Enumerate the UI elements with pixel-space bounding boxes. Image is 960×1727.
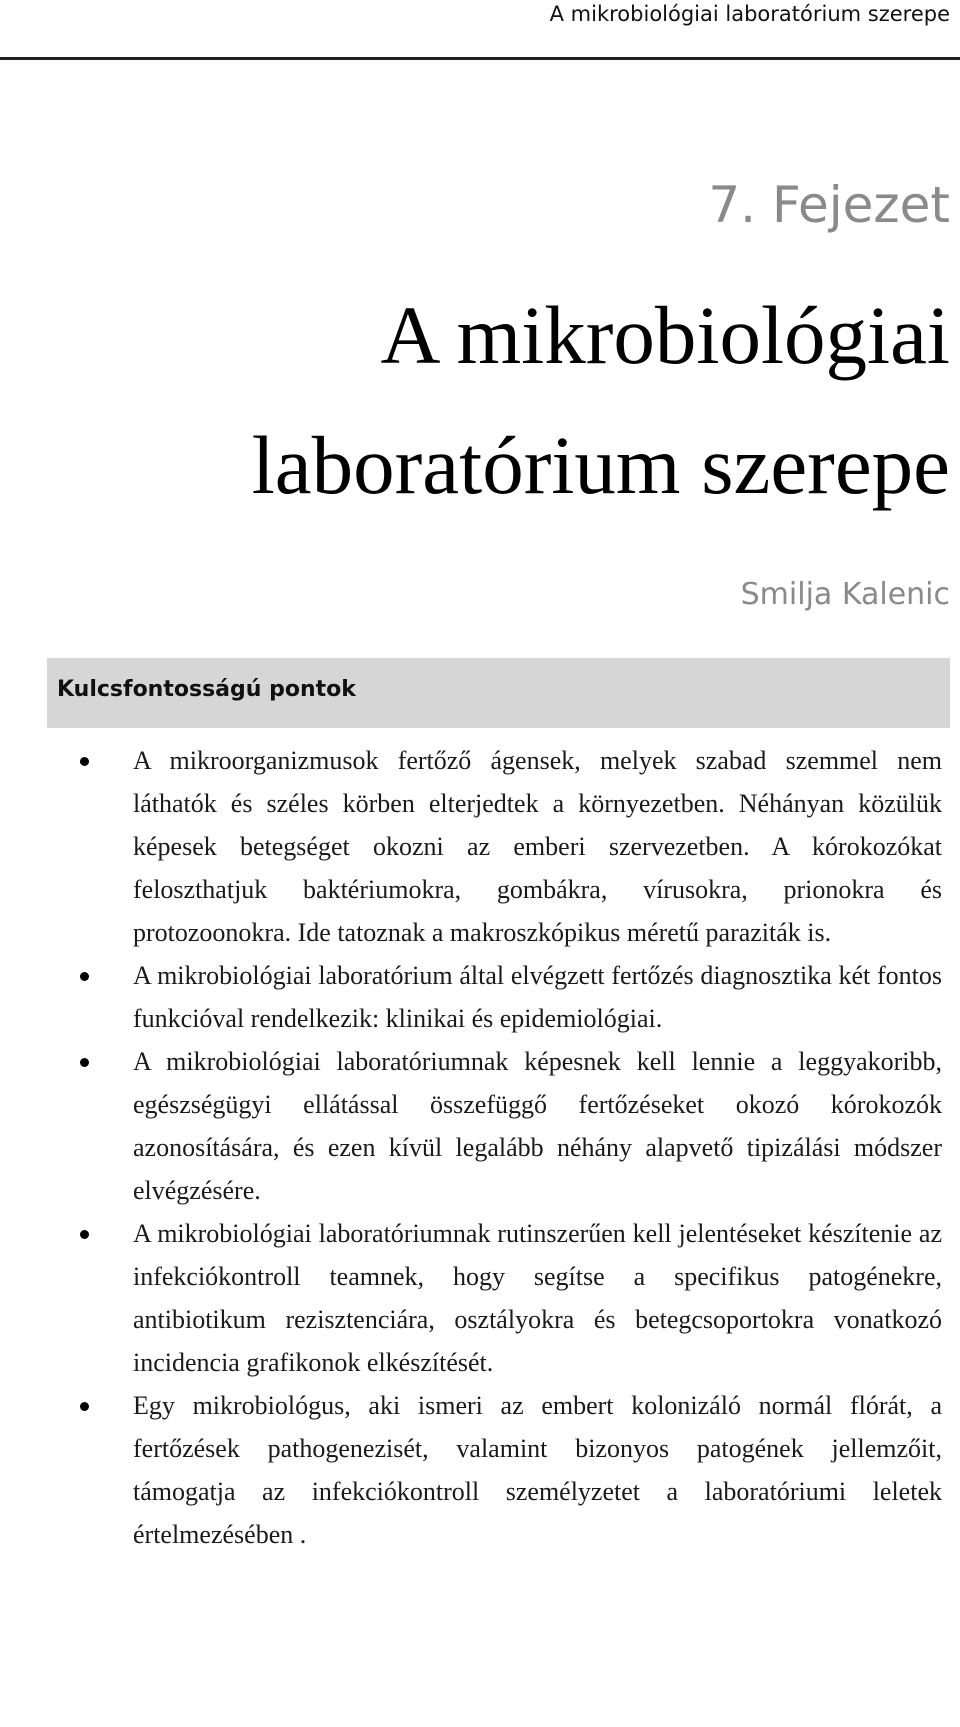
key-point-text: A mikrobiológiai laboratórium által elvégzett fertőzés diagnosztika két fontos funkcióval rendelkezik: klinikai és epidemiológiai.: [133, 961, 942, 1033]
author-name: Smilja Kalenic: [740, 577, 950, 612]
key-points-title: Kulcsfontosságú pontok: [57, 677, 356, 702]
key-point-text: A mikroorganizmusok fertőző ágensek, melyek szabad szemmel nem láthatók és széles körben elterjedtek a környezetben. Néhányan közülük képesek betegséget okozni az emberi szervezetben. A kórokozókat feloszthatjuk baktériumokra, gombákra, vírusokra, prionokra és protozoonokra. Ide tatoznak a makroszkópikus méretű paraziták is.: [133, 746, 942, 947]
chapter-title: [10, 270, 950, 530]
chapter-title-line: laboratórium szerepe: [251, 419, 950, 511]
bullet-icon: [80, 757, 89, 766]
key-points-list: [0, 739, 960, 1556]
chapter-label: 7. Fejezet: [708, 176, 950, 234]
running-header: A mikrobiológiai laboratórium szerepe: [549, 2, 950, 26]
key-point-item: [0, 1212, 960, 1384]
bullet-icon: [80, 1402, 89, 1411]
key-point-text: Egy mikrobiológus, aki ismeri az embert kolonizáló normál flórát, a fertőzések pathogenezisét, valamint bizonyos patogének jellemzőit, támogatja az infekciókontroll személyzetet a laboratóriumi leletek értelmezésében .: [133, 1391, 942, 1549]
key-point-item: [0, 954, 960, 1040]
key-point-item: [0, 1384, 960, 1556]
header-rule: [0, 57, 960, 60]
bullet-icon: [80, 1230, 89, 1239]
key-points-box: [47, 658, 950, 728]
key-point-item: [0, 739, 960, 954]
key-point-item: [0, 1040, 960, 1212]
key-point-text: A mikrobiológiai laboratóriumnak rutinszerűen kell jelentéseket készítenie az infekciókontroll teamnek, hogy segítse a specifikus patogénekre, antibiotikum rezisztenciára, osztályokra és betegcsoportokra vonatkozó incidencia grafikonok elkészítését.: [133, 1219, 942, 1377]
chapter-title-line: A mikrobiológiai: [380, 289, 950, 381]
bullet-icon: [80, 1058, 89, 1067]
key-point-text: A mikrobiológiai laboratóriumnak képesnek kell lennie a leggyakoribb, egészségügyi ellátással összefüggő fertőzéseket okozó kórokozók azonosítására, és ezen kívül legalább néhány alapvető tipizálási módszer elvégzésére.: [133, 1047, 942, 1205]
bullet-icon: [80, 972, 89, 981]
